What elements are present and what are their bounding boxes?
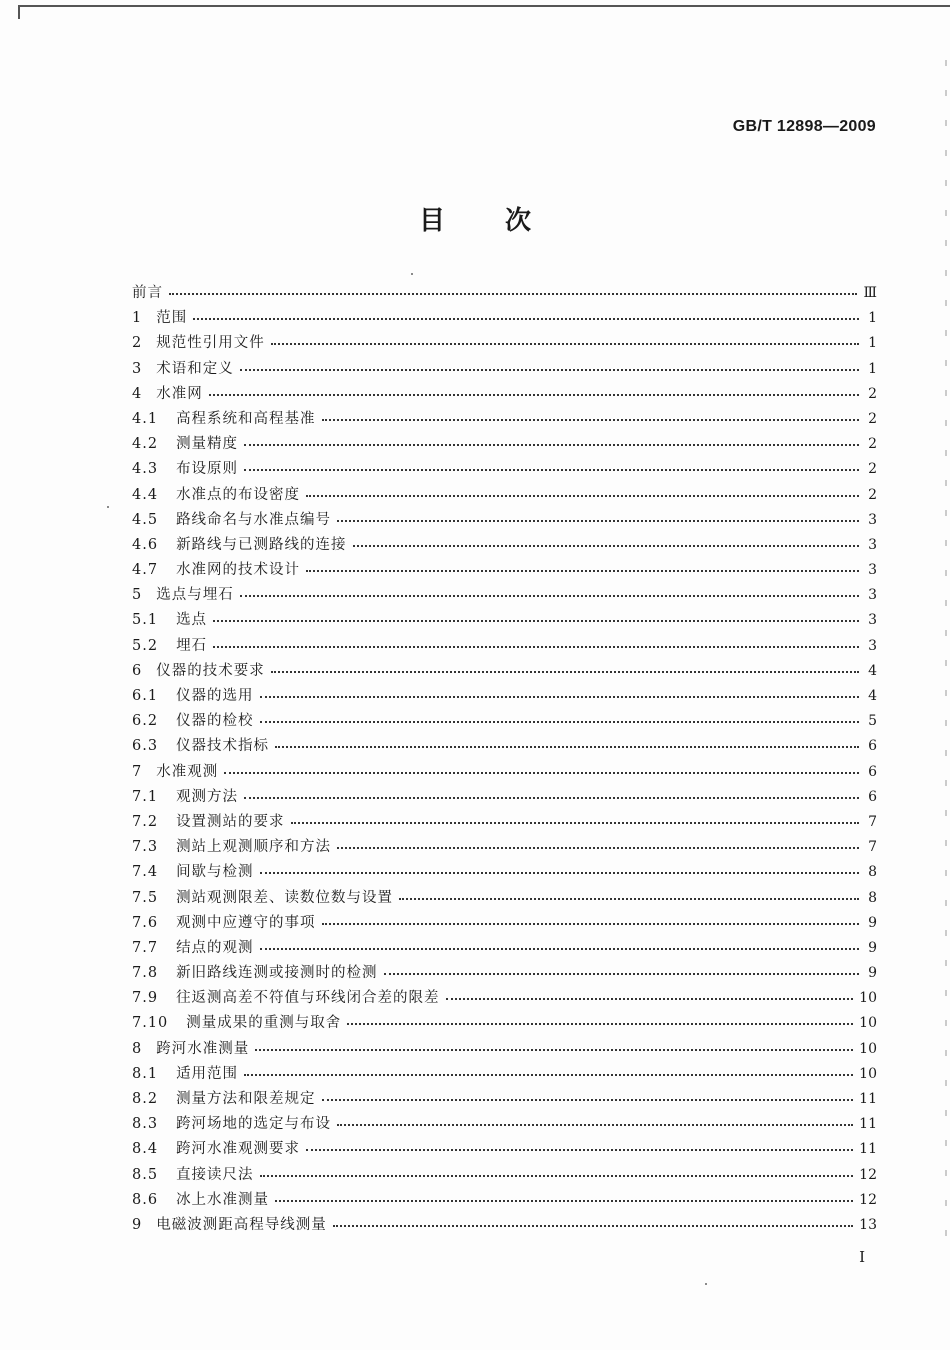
toc-page-number: 10 xyxy=(859,1065,877,1082)
toc-section-title: 高程系统和高程基准 xyxy=(176,410,316,427)
toc-leader-dots xyxy=(337,1114,853,1126)
toc-entry[interactable] xyxy=(132,508,877,533)
toc-page-number: 2 xyxy=(868,385,877,402)
toc-leader-dots xyxy=(224,762,859,774)
toc-page-number: 6 xyxy=(868,788,877,805)
toc-section-title: 跨河场地的选定与布设 xyxy=(176,1116,332,1133)
toc-entry[interactable] xyxy=(132,810,877,835)
toc-leader-dots xyxy=(260,711,859,723)
top-border-line xyxy=(18,5,950,7)
toc-section-number: 7.10 xyxy=(132,1015,169,1032)
toc-leader-dots xyxy=(322,409,859,421)
toc-page-number: 2 xyxy=(868,436,877,453)
title-char: 次 xyxy=(505,206,532,236)
toc-page-number: 2 xyxy=(868,461,877,478)
toc-entry[interactable] xyxy=(132,886,877,911)
toc-entry[interactable] xyxy=(132,1213,877,1238)
toc-entry[interactable] xyxy=(132,608,877,633)
toc-entry[interactable] xyxy=(132,1188,877,1213)
toc-section-title: 水准观测 xyxy=(156,763,219,780)
toc-page-number: 13 xyxy=(859,1216,877,1233)
toc-section-number: 2 xyxy=(132,335,143,352)
toc-section-number: 4 xyxy=(132,385,143,402)
toc-section-number: 8.1 xyxy=(132,1065,159,1082)
toc-leader-dots xyxy=(306,485,859,497)
toc-leader-dots xyxy=(271,333,859,345)
toc-page-number: 3 xyxy=(868,511,877,528)
toc-page-number: 10 xyxy=(859,1040,877,1057)
toc-leader-dots xyxy=(240,585,859,597)
toc-leader-dots xyxy=(260,862,859,874)
table-of-contents xyxy=(132,281,877,1238)
scan-edge-mark xyxy=(945,60,947,1240)
toc-page-number: 6 xyxy=(868,738,877,755)
toc-section-number: 8.4 xyxy=(132,1141,159,1158)
toc-section-title: 仪器的检校 xyxy=(176,713,254,730)
toc-leader-dots xyxy=(306,1139,853,1151)
toc-section-title: 新旧路线连测或接测时的检测 xyxy=(176,965,378,982)
toc-entry[interactable] xyxy=(132,357,877,382)
scan-speck xyxy=(411,273,413,275)
toc-section-title: 布设原则 xyxy=(176,461,239,478)
toc-section-number: 5.1 xyxy=(132,612,159,629)
toc-section-title: 水准点的布设密度 xyxy=(176,486,301,503)
toc-section-number: 8.2 xyxy=(132,1091,159,1107)
toc-page-number: 10 xyxy=(859,990,877,1007)
toc-leader-dots xyxy=(193,308,859,320)
toc-leader-dots xyxy=(446,988,854,1000)
toc-section-title: 往返测高差不符值与环线闭合差的限差 xyxy=(176,990,440,1007)
title-char: 目 xyxy=(418,206,445,236)
page-number: I xyxy=(859,1248,865,1266)
toc-page-number: 9 xyxy=(868,939,877,956)
toc-leader-dots xyxy=(213,610,859,622)
toc-section-title: 前言 xyxy=(132,285,163,301)
toc-entry[interactable] xyxy=(132,659,877,684)
toc-leader-dots xyxy=(209,384,859,396)
toc-section-title: 适用范围 xyxy=(176,1065,239,1082)
toc-entry[interactable] xyxy=(132,432,877,457)
toc-leader-dots xyxy=(240,359,859,371)
toc-entry[interactable] xyxy=(132,1011,877,1036)
toc-leader-dots xyxy=(275,1190,853,1202)
toc-section-title: 术语和定义 xyxy=(156,360,234,377)
toc-entry[interactable] xyxy=(132,734,877,759)
toc-page-number: 2 xyxy=(868,486,877,503)
toc-entry[interactable] xyxy=(132,961,877,986)
toc-entry[interactable] xyxy=(132,331,877,356)
toc-entry[interactable] xyxy=(132,281,877,306)
toc-entry[interactable] xyxy=(132,709,877,734)
toc-page-number: 7 xyxy=(868,813,877,830)
toc-entry[interactable] xyxy=(132,634,877,659)
toc-section-number: 6.1 xyxy=(132,688,159,704)
toc-section-number: 7.9 xyxy=(132,990,159,1007)
toc-leader-dots xyxy=(337,510,859,522)
toc-page-number: 8 xyxy=(868,864,877,881)
toc-section-title: 测量方法和限差规定 xyxy=(176,1091,316,1107)
toc-page-number: 6 xyxy=(868,763,877,780)
toc-section-number: 7.2 xyxy=(132,813,159,830)
toc-page-number: 9 xyxy=(868,914,877,931)
toc-leader-dots xyxy=(244,1064,853,1076)
toc-section-title: 直接读尺法 xyxy=(176,1166,254,1183)
toc-leader-dots xyxy=(306,560,859,572)
toc-section-number: 9 xyxy=(132,1216,143,1233)
toc-leader-dots xyxy=(347,1013,853,1025)
toc-page-number: 3 xyxy=(868,612,877,629)
toc-entry[interactable] xyxy=(132,936,877,961)
toc-page-number: 8 xyxy=(868,889,877,906)
toc-entry[interactable] xyxy=(132,306,877,331)
toc-leader-dots xyxy=(260,1165,854,1177)
toc-section-title: 跨河水准测量 xyxy=(156,1040,250,1057)
toc-page-number: 4 xyxy=(868,688,877,704)
toc-leader-dots xyxy=(213,636,859,648)
toc-section-number: 4.7 xyxy=(132,562,159,579)
toc-page-number: 5 xyxy=(868,713,877,730)
toc-entry[interactable] xyxy=(132,1112,877,1137)
toc-page-number: 4 xyxy=(868,662,877,679)
toc-section-title: 结点的观测 xyxy=(176,939,254,956)
toc-page-number: 11 xyxy=(859,1116,877,1133)
toc-entry[interactable] xyxy=(132,407,877,432)
toc-section-number: 4.2 xyxy=(132,436,159,453)
toc-leader-dots xyxy=(333,1215,853,1227)
toc-section-title: 仪器技术指标 xyxy=(176,738,270,755)
scan-speck xyxy=(705,1283,707,1285)
toc-section-number: 8.5 xyxy=(132,1166,159,1183)
toc-page-number: 3 xyxy=(868,562,877,579)
toc-section-title: 水准网的技术设计 xyxy=(176,562,301,579)
toc-entry[interactable] xyxy=(132,1062,877,1087)
toc-section-title: 范围 xyxy=(156,310,188,327)
toc-page-number: 11 xyxy=(859,1091,877,1107)
toc-section-title: 观测方法 xyxy=(176,788,239,805)
scan-speck xyxy=(107,506,109,508)
toc-leader-dots xyxy=(169,283,857,295)
toc-entry[interactable] xyxy=(132,785,877,810)
toc-entry[interactable] xyxy=(132,760,877,785)
toc-section-number: 4.3 xyxy=(132,461,159,478)
toc-entry[interactable] xyxy=(132,684,877,709)
toc-section-number: 4.4 xyxy=(132,486,159,503)
toc-leader-dots xyxy=(260,938,859,950)
toc-leader-dots xyxy=(260,686,859,698)
toc-section-number: 6 xyxy=(132,662,143,679)
toc-section-title: 电磁波测距高程导线测量 xyxy=(156,1216,327,1233)
toc-page-number: 1 xyxy=(868,335,877,352)
toc-section-title: 测量精度 xyxy=(176,436,239,453)
toc-section-number: 7.1 xyxy=(132,788,159,805)
toc-section-title: 埋石 xyxy=(176,637,208,654)
toc-leader-dots xyxy=(271,661,859,673)
toc-section-number: 7.8 xyxy=(132,965,159,982)
toc-section-number: 6.3 xyxy=(132,738,159,755)
toc-section-number: 6.2 xyxy=(132,713,159,730)
toc-section-title: 测站上观测顺序和方法 xyxy=(176,839,332,856)
standard-number: GB/T 12898—2009 xyxy=(732,118,876,135)
toc-page-number: 1 xyxy=(868,360,877,377)
toc-entry[interactable] xyxy=(132,986,877,1011)
toc-leader-dots xyxy=(275,736,859,748)
toc-section-title: 冰上水准测量 xyxy=(176,1191,270,1208)
corner-border-line xyxy=(18,5,20,19)
toc-page-number: 3 xyxy=(868,637,877,654)
page-title xyxy=(0,200,950,237)
toc-section-title: 新路线与已测路线的连接 xyxy=(176,536,347,553)
toc-entry[interactable] xyxy=(132,911,877,936)
toc-leader-dots xyxy=(322,1089,854,1101)
toc-leader-dots xyxy=(244,434,859,446)
toc-page-number: 3 xyxy=(868,536,877,553)
toc-page-number: 7 xyxy=(868,839,877,856)
toc-section-number: 7.4 xyxy=(132,864,159,881)
toc-section-number: 5.2 xyxy=(132,637,159,654)
toc-leader-dots xyxy=(337,837,859,849)
toc-page-number: 11 xyxy=(859,1141,877,1158)
toc-leader-dots xyxy=(244,459,859,471)
toc-section-title: 跨河水准观测要求 xyxy=(176,1141,301,1158)
toc-section-number: 7.7 xyxy=(132,939,159,956)
toc-section-number: 7.5 xyxy=(132,889,159,906)
toc-section-title: 选点与埋石 xyxy=(156,587,234,604)
toc-leader-dots xyxy=(399,888,859,900)
toc-entry[interactable] xyxy=(132,558,877,583)
toc-section-title: 间歇与检测 xyxy=(176,864,254,881)
toc-section-number: 4.5 xyxy=(132,511,159,528)
toc-entry[interactable] xyxy=(132,835,877,860)
toc-leader-dots xyxy=(255,1039,853,1051)
toc-leader-dots xyxy=(244,787,859,799)
toc-section-number: 8.3 xyxy=(132,1116,159,1133)
toc-page-number: 1 xyxy=(868,310,877,327)
toc-section-title: 选点 xyxy=(176,612,208,629)
toc-section-number: 7.6 xyxy=(132,914,159,931)
toc-leader-dots xyxy=(322,913,859,925)
toc-leader-dots xyxy=(291,812,859,824)
toc-section-number: 1 xyxy=(132,310,143,327)
toc-entry[interactable] xyxy=(132,1037,877,1062)
toc-page-number: 2 xyxy=(868,410,877,427)
toc-page-number: Ⅲ xyxy=(863,285,877,301)
toc-entry[interactable] xyxy=(132,457,877,482)
toc-section-number: 5 xyxy=(132,587,143,604)
toc-section-title: 仪器的选用 xyxy=(176,688,254,704)
toc-section-number: 7 xyxy=(132,763,143,780)
toc-entry[interactable] xyxy=(132,533,877,558)
toc-section-title: 观测中应遵守的事项 xyxy=(176,914,316,931)
toc-section-title: 仪器的技术要求 xyxy=(156,662,265,679)
toc-page-number: 12 xyxy=(859,1191,877,1208)
toc-entry[interactable] xyxy=(132,382,877,407)
toc-page-number: 9 xyxy=(868,965,877,982)
toc-page-number: 12 xyxy=(859,1166,877,1183)
toc-section-title: 路线命名与水准点编号 xyxy=(176,511,332,528)
toc-section-title: 测量成果的重测与取舍 xyxy=(186,1015,342,1032)
toc-leader-dots xyxy=(384,963,859,975)
toc-section-number: 4.1 xyxy=(132,410,159,427)
toc-entry[interactable] xyxy=(132,483,877,508)
toc-entry[interactable] xyxy=(132,1163,877,1188)
toc-entry[interactable] xyxy=(132,860,877,885)
toc-entry[interactable] xyxy=(132,583,877,608)
toc-section-number: 8.6 xyxy=(132,1191,159,1208)
toc-section-number: 4.6 xyxy=(132,536,159,553)
toc-section-title: 测站观测限差、读数位数与设置 xyxy=(176,889,394,906)
toc-page-number: 3 xyxy=(868,587,877,604)
toc-section-number: 3 xyxy=(132,360,143,377)
toc-leader-dots xyxy=(353,535,859,547)
toc-entry[interactable] xyxy=(132,1087,877,1112)
toc-section-number: 8 xyxy=(132,1040,143,1057)
toc-section-title: 水准网 xyxy=(156,385,203,402)
toc-page-number: 10 xyxy=(859,1015,877,1032)
toc-entry[interactable] xyxy=(132,1137,877,1162)
toc-section-title: 设置测站的要求 xyxy=(176,813,285,830)
toc-section-number: 7.3 xyxy=(132,839,159,856)
toc-section-title: 规范性引用文件 xyxy=(156,335,265,352)
